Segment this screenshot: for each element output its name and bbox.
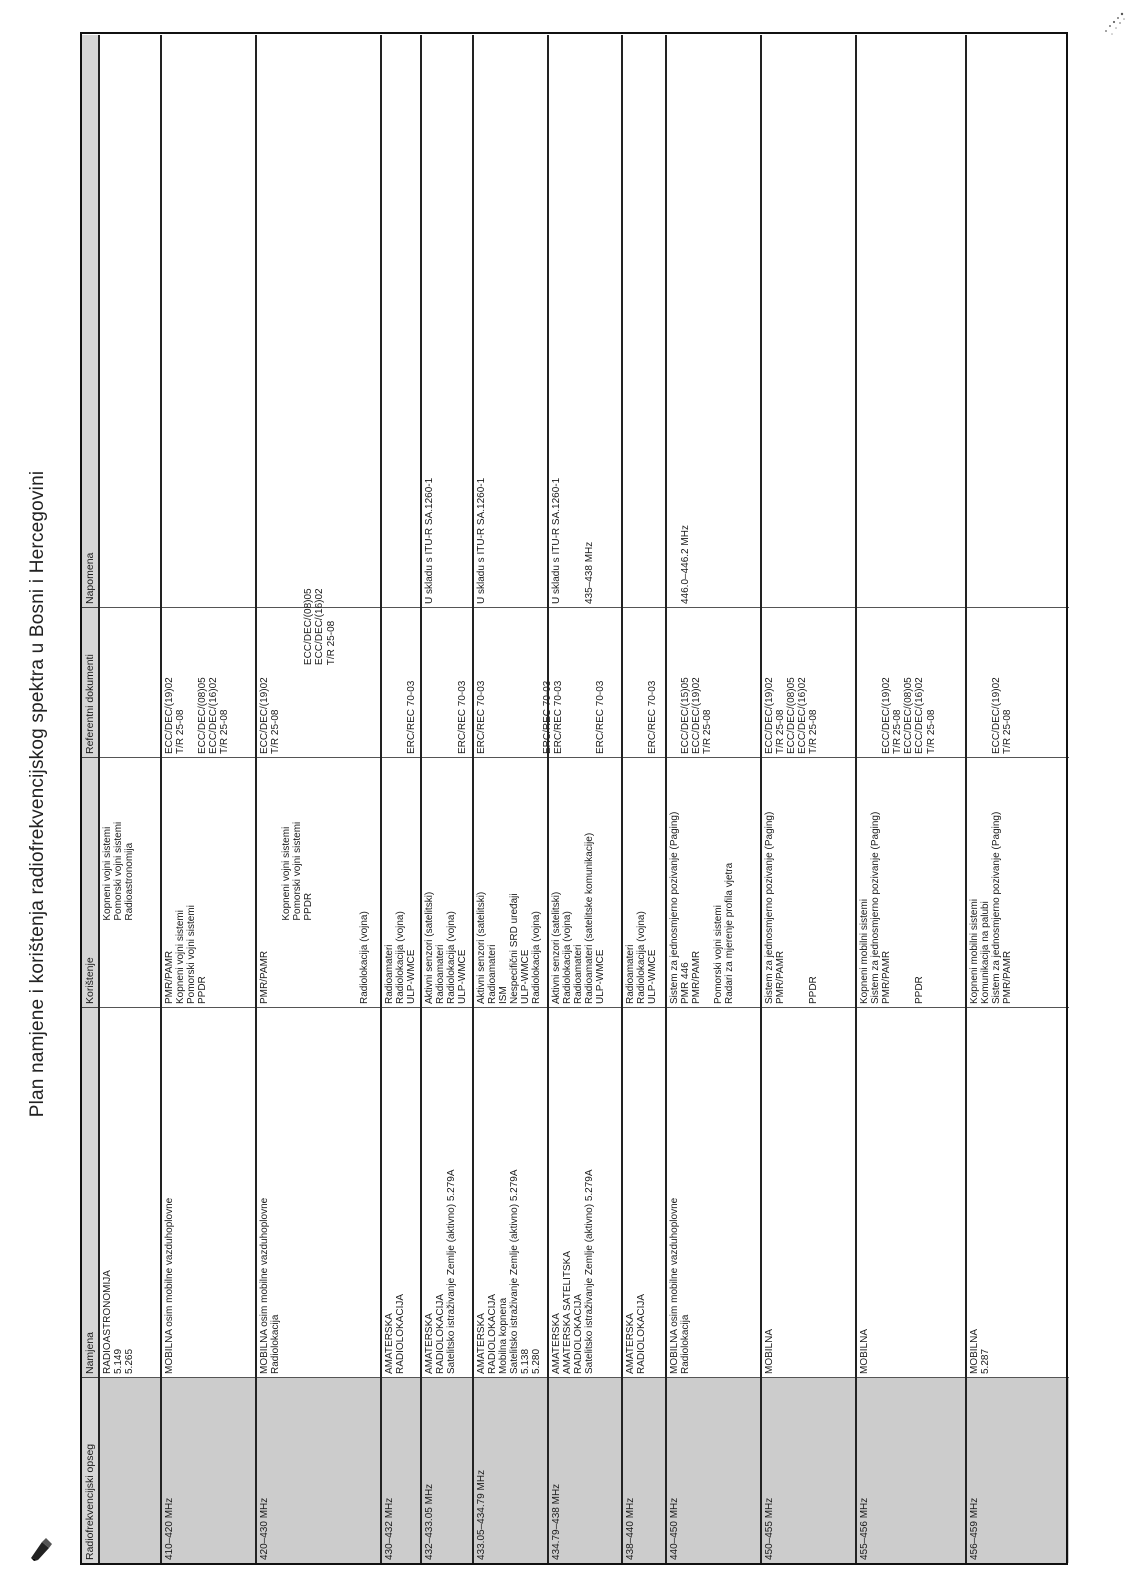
usage-cell: PMR/PAMR Kopneni vojni sistemi Pomorski vojni sistemi PPDR Radiolokacija (vojna) [257,757,380,1007]
docs-cell: ECC/DEC/(15)05 ECC/DEC/(19)02 T/R 25-08 [667,607,760,757]
notes-cell: 446.0–446.2 MHz [680,525,692,604]
notes-cell [623,35,665,607]
page-title: Plan namjene i korištenja radiofrekvencijskog spektra u Bosni i Hercegovini [27,470,48,1118]
usage-cell: Kopneni mobilni sistemi Komunikacija na palubi Sistem za jednosmjerno pozivanje (Paging) PMR/PAMR [967,757,1069,1007]
table-row [665,35,760,1563]
usage-cell: Radioamateri Radiolokacija (vojna) ULP-WMCE [623,757,665,1007]
band-cell: 410–420 MHz [162,1377,255,1563]
docs-cell: ECC/DEC/(19)02 T/R 25-08 ECC/DEC/(08)05 ECC/DEC/(16)02 T/R 25-08 [762,607,855,757]
docs-cell: ECC/DEC/(19)02 T/R 25-08 ECC/DEC/(08)05 ECC/DEC/(16)02 T/R 25-08 [857,607,965,757]
usage-cell: Aktivni senzori (satelitski) Radiolokacija (vojna) Radioamateri Radioamateri (satelitske komunikacije) ULP-WMCE [549,757,621,1007]
band-cell: 456–459 MHz [967,1377,1069,1563]
usage-cell: Kopneni vojni sistemi Pomorski vojni sistemi Radioastronomija [100,757,160,1007]
table-row [98,35,160,1563]
band-cell: 432–433.05 MHz [422,1377,472,1563]
docs-cell: ERC/REC 70-03 [422,607,472,757]
usage-cell: Aktivni senzori (satelitski) Radioamateri Radiolokacija (vojna) ULP-WMCE [422,757,472,1007]
allocation-cell: MOBILNA osim mobilne vazduhoplovne Radiolokacija [257,1007,380,1377]
table-row [760,35,855,1563]
usage-cell: Kopneni mobilni sistemi Sistem za jednosmjerno pozivanje (Paging) PMR/PAMR PPDR [857,757,965,1007]
band-cell: 434.79–438 MHz [549,1377,621,1563]
band-cell: 430–432 MHz [382,1377,420,1563]
table-row [255,35,380,1563]
docs-cell: ECC/DEC/(19)02 T/R 25-08 ECC/DEC/(08)05 ECC/DEC/(16)02 T/R 25-08 [257,607,380,757]
notes-cell [100,35,160,607]
docs-cell [100,607,160,757]
notes-cell: U skladu s ITU-R SA.1260-1 [424,477,435,604]
usage-cell: Aktivni senzori (satelitski) Radioamateri ISM Nespecifični SRD uređaji ULP-WMCE Radiolokacija (vojna) [474,757,547,1007]
docs-cell: ERC/REC 70-03 [549,607,621,757]
notes-cell: U skladu s ITU-R SA.1260-1 [476,477,487,604]
usage-cell: Sistem za jednosmjerno pozivanje (Paging) PMR/PAMR PPDR [762,757,855,1007]
allocation-cell: AMATERSKA AMATERSKA SATELITSKA RADIOLOKACIJA Satelitsko istraživanje Zemlje (aktivno) 5.279A [549,1007,621,1377]
allocation-cell: AMATERSKA RADIOLOKACIJA Mobilna kopnena Satelitsko istraživanje Zemlje (aktivno) 5.279A 5.138 5.280 [474,1007,547,1377]
scan-noise-icon [1098,10,1128,44]
notes-cell [257,35,380,607]
usage-cell: Sistem za jednosmjerno pozivanje (Paging) PMR 446 PMR/PAMR Pomorski vojni sistemi Radari za mjerenje profila vjetra [667,757,760,1007]
docs-cell: ERC/REC 70-03 [623,607,665,757]
usage-cell: Radioamateri Radiolokacija (vojna) ULP-WMCE [382,757,420,1007]
docs-cell: ERC/REC 70-03 [382,607,420,757]
allocation-cell: RADIOASTRONOMIJA 5.149 5.265 [100,1007,160,1377]
table-row [621,35,665,1563]
notes-cell [382,35,420,607]
table-row [380,35,420,1563]
docs-cell: ECC/DEC/(19)02 T/R 25-08 ECC/DEC/(08)05 ECC/DEC/(16)02 T/R 25-08 [162,607,255,757]
table-row [160,35,255,1563]
docs-text: ERC/REC 70-03 ERC/REC 70-03 [542,680,565,754]
allocation-cell: MOBILNA [762,1007,855,1377]
table-row [965,35,1069,1563]
table-row [547,35,621,1563]
band-cell: 440–450 MHz [667,1377,760,1563]
band-cell: 455–456 MHz [857,1377,965,1563]
notes-cell [967,35,1069,607]
pencil-stamp-icon [28,1536,54,1562]
allocation-cell: MOBILNA [857,1007,965,1377]
header-notes: Napomena [82,35,98,607]
allocation-cell: AMATERSKA RADIOLOKACIJA [382,1007,420,1377]
band-cell [100,1377,160,1563]
notes-cell [857,35,965,607]
table-row [855,35,965,1563]
notes-cell [762,35,855,607]
band-cell: 420–430 MHz [257,1377,380,1563]
spectrum-table [82,35,1069,1563]
table-row [420,35,472,1563]
header-docs: Referentni dokumenti [82,607,98,757]
allocation-cell: MOBILNA osim mobilne vazduhoplovne Radiolokacija [667,1007,760,1377]
table-border-bottom [80,1563,1068,1565]
notes-cell: U skladu s ITU-R SA.1260-1 435–438 MHz [551,477,596,604]
band-cell: 438–440 MHz [623,1377,665,1563]
allocation-cell: MOBILNA 5.287 [967,1007,1069,1377]
band-cell: 433.05–434.79 MHz [474,1377,547,1563]
allocation-cell: AMATERSKA RADIOLOKACIJA Satelitsko istraživanje Zemlje (aktivno) 5.279A [422,1007,472,1377]
header-allocation: Namjena [82,1007,98,1377]
notes-cell [162,35,255,607]
header-band: Radiofrekvencijski opseg [82,1377,98,1563]
allocation-cell: AMATERSKA RADIOLOKACIJA [623,1007,665,1377]
docs-cell: ECC/DEC/(19)02 T/R 25-08 [967,607,1069,757]
usage-cell: PMR/PAMR Kopneni vojni sistemi Pomorski vojni sistemi PPDR [162,757,255,1007]
docs-cell: ERC/REC 70-03 ERC/REC 70-03 ERC/REC 70-03 [474,607,547,757]
table-border-top [80,32,1068,34]
band-cell: 450–455 MHz [762,1377,855,1563]
table-border-right [1066,32,1068,1565]
header-usage: Korištenje [82,757,98,1007]
allocation-cell: MOBILNA osim mobilne vazduhoplovne [162,1007,255,1377]
